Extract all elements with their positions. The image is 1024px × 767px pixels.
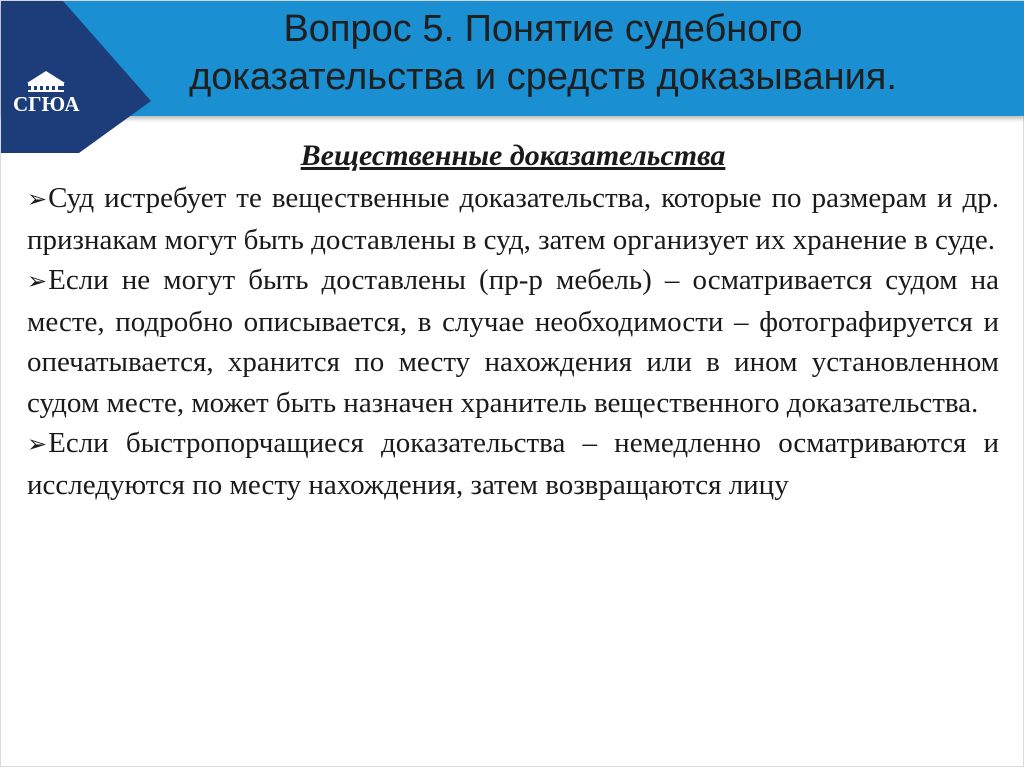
- bullet-text: Суд истребует те вещественные доказательства, которые по размерам и др. признакам могут быть доставлены в суд, затем организует их хранение в суде.: [27, 182, 999, 256]
- arrow-bullet-icon: ➢: [27, 430, 48, 458]
- title-line-2: доказательства и средств доказывания.: [189, 56, 897, 98]
- bullet-text: Если не могут быть доставлены (пр-р мебель) – осматривается судом на месте, подробно описывается, в случае необходимости – фотографируется и опечатывается, хранится по месту нахождения или в ином установленном судом месте, может быть назначен хранитель вещественного доказательства.: [27, 264, 999, 419]
- bullet-text: Если быстропорчащиеся доказательства – немедленно осматриваются и исследуются по месту нахождения, затем возвращаются лицу: [27, 427, 999, 501]
- slide-content: [27, 134, 999, 505]
- arrow-bullet-icon: ➢: [27, 185, 48, 213]
- page-title: [113, 5, 973, 101]
- bullet-item: [27, 178, 999, 260]
- bullet-item: [27, 423, 999, 505]
- section-subtitle: Вещественные доказательства: [300, 139, 726, 172]
- bullet-item: [27, 260, 999, 423]
- arrow-bullet-icon: ➢: [27, 267, 48, 295]
- logo-text: СГЮА: [13, 92, 80, 116]
- title-line-1: Вопрос 5. Понятие судебного: [283, 8, 803, 50]
